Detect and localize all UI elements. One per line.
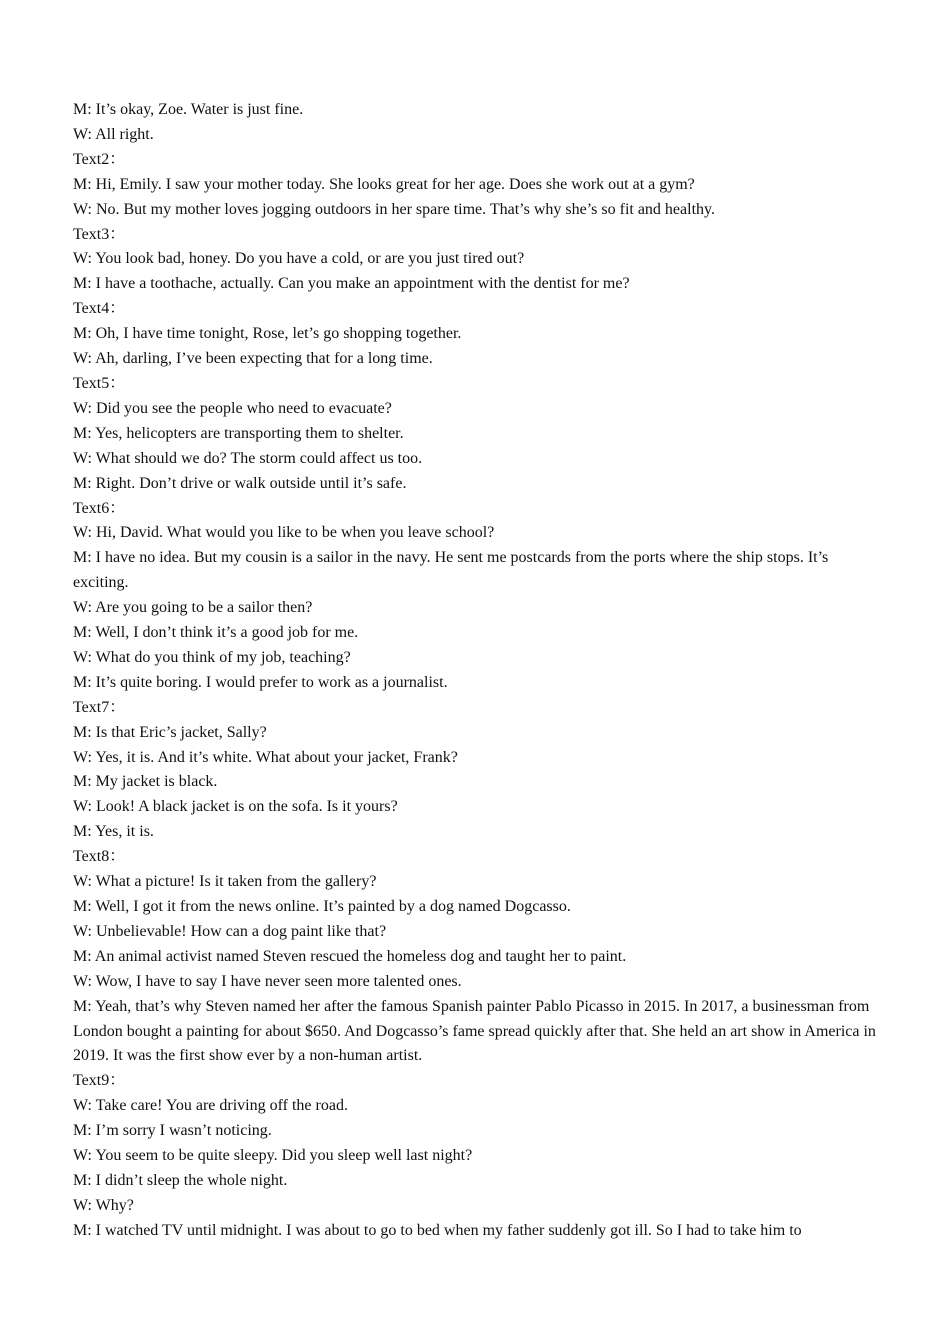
dialogue-line: M: I have a toothache, actually. Can you make an appointment with the dentist for me? — [73, 275, 630, 293]
section-heading: Text4： — [73, 300, 126, 318]
section-heading: Text7： — [73, 698, 126, 716]
dialogue-line: M: I didn’t sleep the whole night. — [73, 1171, 288, 1189]
dialogue-line: M: Right. Don’t drive or walk outside until it’s safe. — [73, 474, 407, 492]
document-page — [73, 98, 881, 1244]
dialogue-line: W: Did you see the people who need to evacuate? — [73, 399, 392, 417]
section-heading: Text6： — [73, 499, 126, 517]
dialogue-line: M: I’m sorry I wasn’t noticing. — [73, 1122, 272, 1140]
dialogue-line: W: Are you going to be a sailor then? — [73, 599, 313, 617]
dialogue-line: W: Unbelievable! How can a dog paint like that? — [73, 922, 387, 940]
dialogue-line: W: What a picture! Is it taken from the gallery? — [73, 873, 377, 891]
section-heading: Text5： — [73, 374, 126, 392]
dialogue-line: W: Why? — [73, 1196, 134, 1214]
dialogue-line: W: Hi, David. What would you like to be when you leave school? — [73, 524, 495, 542]
dialogue-line: M: Yes, helicopters are transporting them to shelter. — [73, 424, 404, 442]
dialogue-line: M: Is that Eric’s jacket, Sally? — [73, 723, 267, 741]
dialogue-line: M: I have no idea. But my cousin is a sailor in the navy. He sent me postcards from the ports where the ship stops. It’s exciting. — [73, 549, 829, 592]
dialogue-line: W: What do you think of my job, teaching? — [73, 648, 351, 666]
section-heading: Text9： — [73, 1072, 126, 1090]
dialogue-line: M: Yes, it is. — [73, 823, 154, 841]
dialogue-line: M: My jacket is black. — [73, 773, 218, 791]
dialogue-line: W: What should we do? The storm could affect us too. — [73, 449, 423, 467]
section-heading: Text2： — [73, 150, 126, 168]
dialogue-line: W: No. But my mother loves jogging outdoors in her spare time. That’s why she’s so fit and healthy. — [73, 200, 715, 218]
dialogue-line: W: You look bad, honey. Do you have a cold, or are you just tired out? — [73, 250, 525, 268]
section-heading: Text8： — [73, 848, 126, 866]
dialogue-line: W: Look! A black jacket is on the sofa. Is it yours? — [73, 798, 398, 816]
dialogue-line: W: Take care! You are driving off the road. — [73, 1097, 348, 1115]
dialogue-line: M: Hi, Emily. I saw your mother today. She looks great for her age. Does she work out at a gym? — [73, 175, 695, 193]
dialogue-line: W: All right. — [73, 125, 154, 143]
dialogue-line: W: Wow, I have to say I have never seen more talented ones. — [73, 972, 462, 990]
dialogue-line: M: Well, I got it from the news online. It’s painted by a dog named Dogcasso. — [73, 898, 571, 915]
dialogue-line: M: An animal activist named Steven rescued the homeless dog and taught her to paint. — [73, 947, 627, 965]
dialogue-line: W: You seem to be quite sleepy. Did you sleep well last night? — [73, 1147, 473, 1165]
dialogue-line: M: Well, I don’t think it’s a good job for me. — [73, 624, 359, 642]
dialogue-line: M: Oh, I have time tonight, Rose, let’s go shopping together. — [73, 325, 462, 343]
dialogue-line: W: Yes, it is. And it’s white. What about your jacket, Frank? — [73, 748, 458, 766]
dialogue-line: M: I watched TV until midnight. I was about to go to bed when my father suddenly got ill. So I had to take him to — [73, 1221, 802, 1239]
dialogue-line: M: It’s okay, Zoe. Water is just fine. — [73, 101, 304, 118]
dialogue-line: M: It’s quite boring. I would prefer to work as a journalist. — [73, 673, 448, 691]
section-heading: Text3： — [73, 225, 126, 243]
dialogue-line: W: Ah, darling, I’ve been expecting that for a long time. — [73, 350, 433, 368]
dialogue-line: M: Yeah, that’s why Steven named her after the famous Spanish painter Pablo Picasso in 2015. In 2017, a businessman from London bought a painting for about $650. And Dogcasso’s fame spread quickly after that. She held an art show in America in 2019. It was the first show ever by a non-human artist. — [73, 997, 876, 1065]
